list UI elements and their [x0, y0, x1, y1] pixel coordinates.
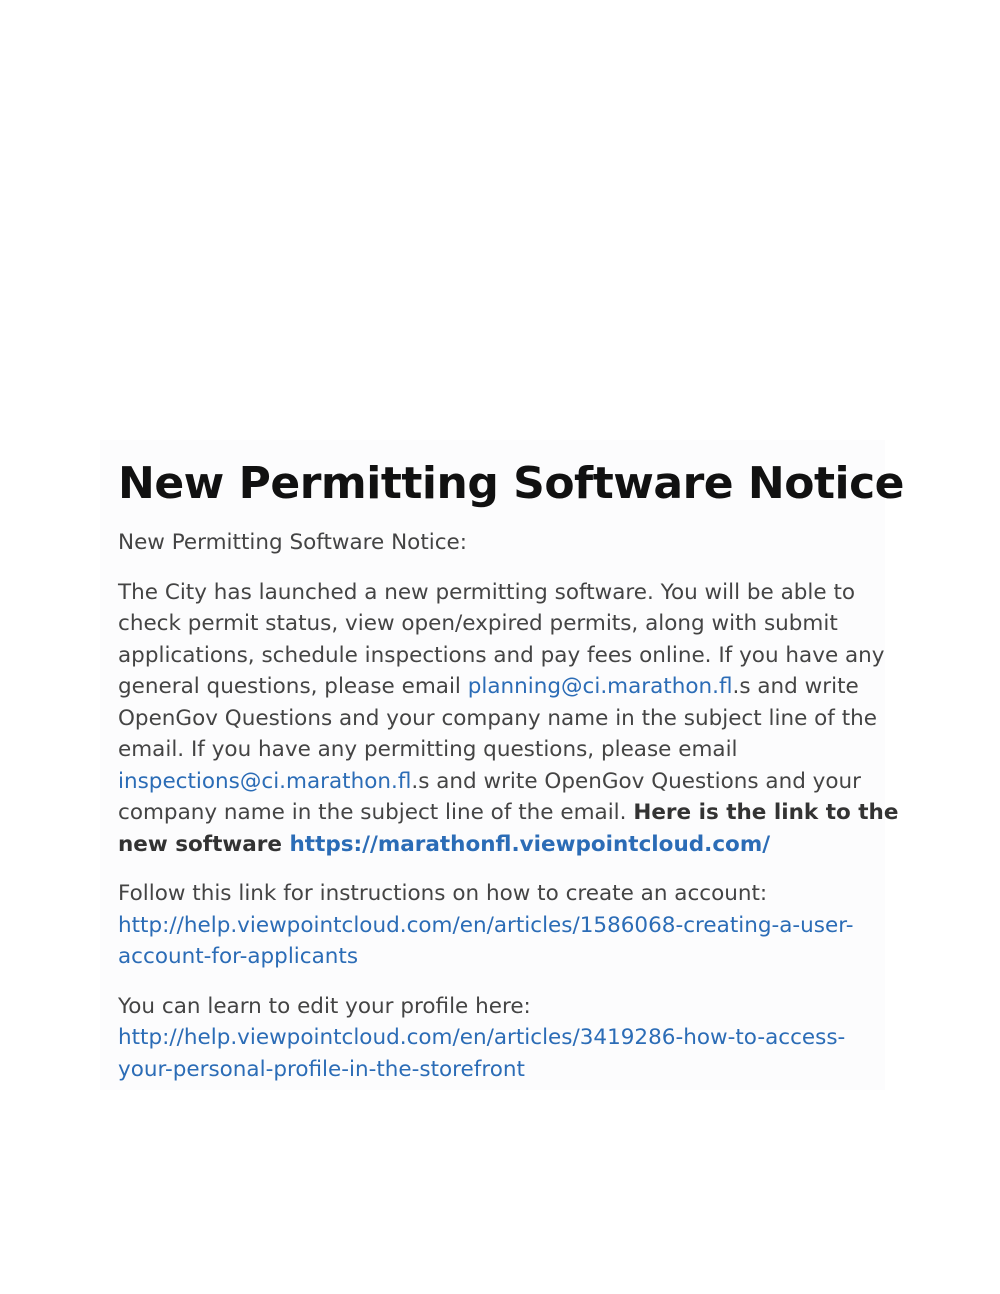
software-link[interactable]: https://marathonfl.viewpointcloud.com/ — [289, 831, 771, 857]
body-paragraph — [118, 577, 899, 861]
profile-text: You can learn to edit your profile here: — [118, 993, 531, 1019]
notice-content — [118, 455, 905, 1103]
intro-paragraph — [118, 527, 878, 559]
account-instructions-link[interactable]: account-for-applicants — [118, 944, 359, 969]
account-instructions-link[interactable]: http://help.viewpointcloud.com/en/articles/1586068-creating-a-user- — [118, 912, 854, 938]
body-line — [118, 766, 878, 798]
body-line: email. If you have any permitting questions, please email — [118, 737, 738, 762]
account-text: Follow this link for instructions on how to create an account: — [118, 881, 768, 906]
body-text: .s and write OpenGov Questions and your — [411, 768, 862, 794]
intro-text: New Permitting Software Notice: — [118, 530, 468, 555]
profile-paragraph — [118, 991, 878, 1086]
software-link-intro: new software — [118, 831, 290, 857]
body-line: check permit status, view open/expired permits, along with submit — [118, 611, 838, 636]
account-paragraph — [118, 878, 878, 973]
inspections-email-link[interactable]: inspections@ci.marathon.fl — [118, 768, 412, 794]
body-text: general questions, please email — [118, 674, 468, 699]
body-text: company name in the subject line of the email. — [118, 800, 634, 825]
body-line — [118, 671, 878, 703]
body-line: The City has launched a new permitting software. You will be able to — [118, 579, 856, 605]
profile-instructions-link[interactable]: your-personal-profile-in-the-storefront — [118, 1056, 525, 1082]
body-line: OpenGov Questions and your company name in the subject line of the — [118, 705, 877, 731]
body-line — [118, 829, 878, 861]
profile-instructions-link[interactable]: http://help.viewpointcloud.com/en/articles/3419286-how-to-access- — [118, 1025, 846, 1050]
body-text: .s and write — [732, 674, 859, 699]
planning-email-link[interactable]: planning@ci.marathon.fl — [467, 674, 733, 699]
body-line: applications, schedule inspections and pay fees online. If you have any — [118, 642, 885, 668]
software-link-intro: Here is the link to the — [633, 800, 899, 825]
body-line — [118, 797, 899, 829]
page-title: New Permitting Software Notice — [118, 458, 905, 509]
